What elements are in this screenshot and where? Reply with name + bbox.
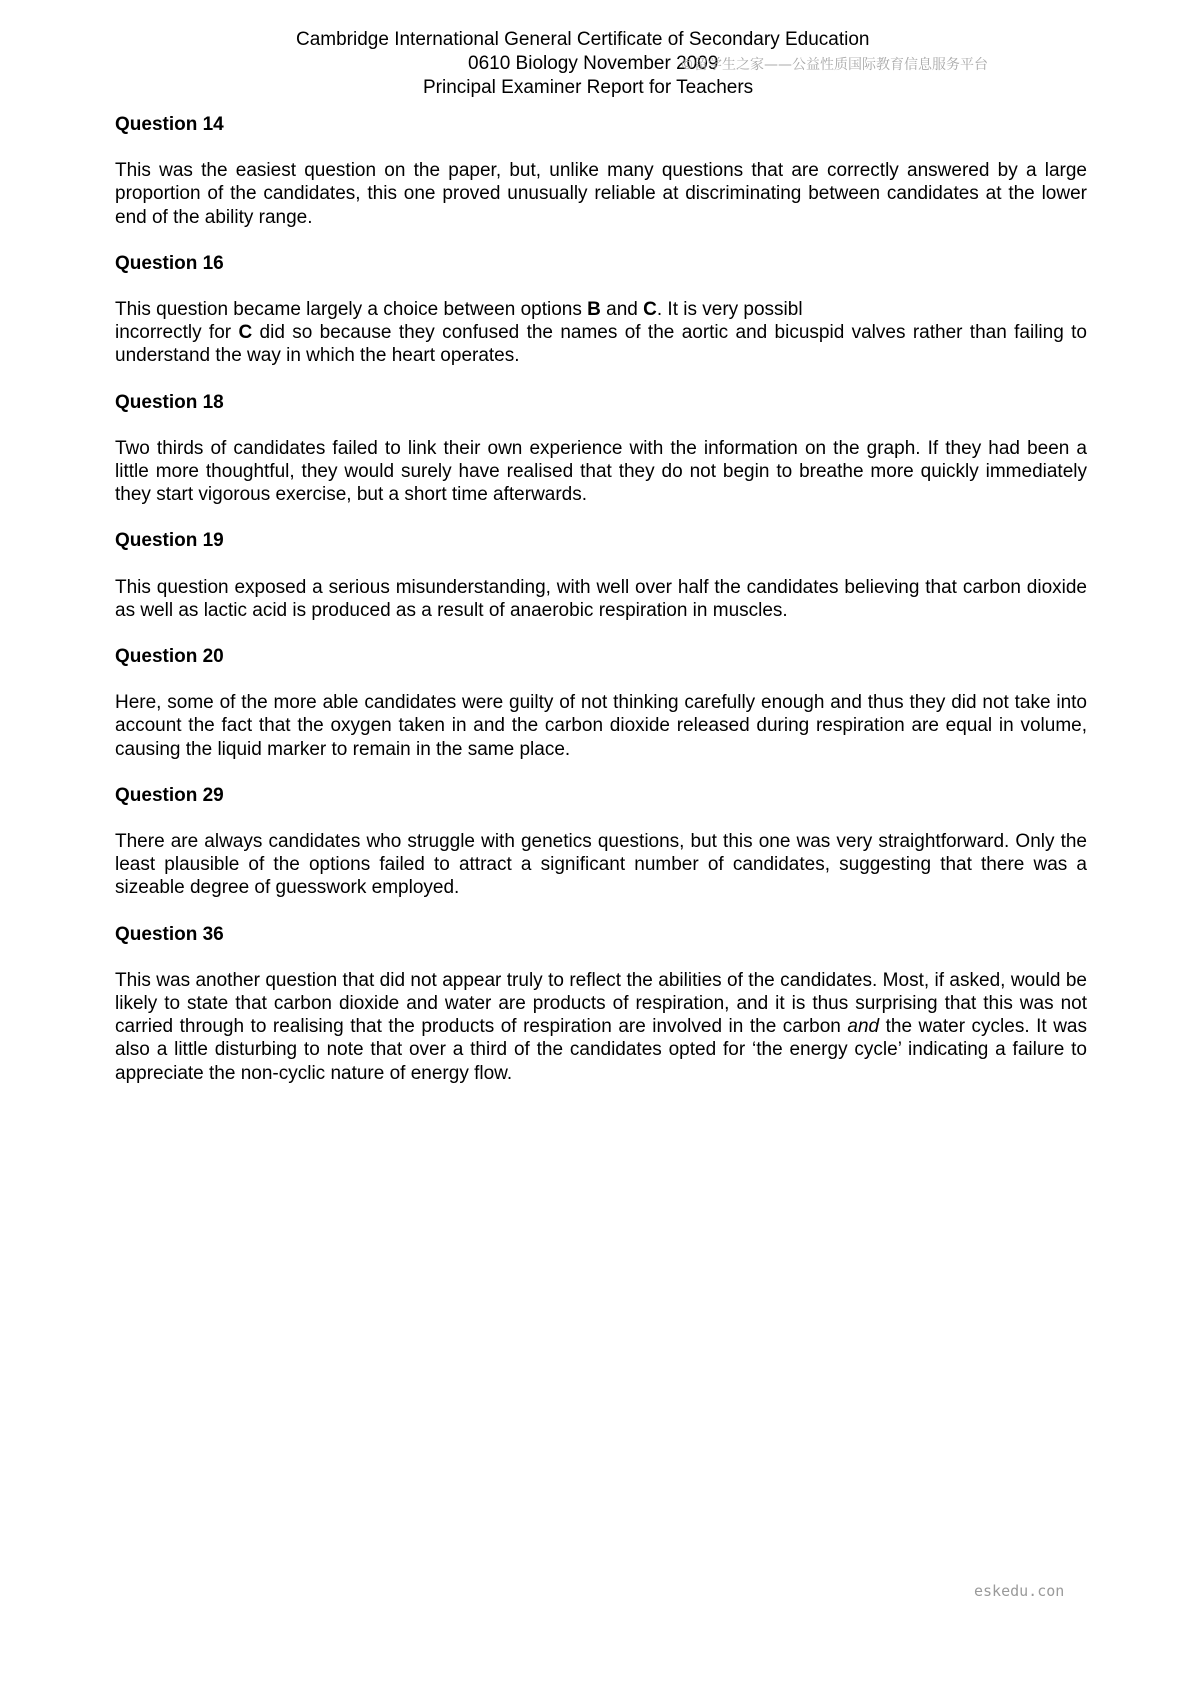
option-label-c: C <box>643 299 657 321</box>
option-label-b: B <box>587 299 601 321</box>
section-paragraph: This question exposed a serious misunderstanding, with well over half the candidates believing that carbon dioxide as well as lactic acid is produced as a result of anaerobic respiration in muscles. <box>115 576 1087 621</box>
section-title: Question 19 <box>115 530 224 552</box>
report-body <box>115 113 1087 1108</box>
section-title: Question 16 <box>115 252 224 274</box>
paragraph-text: did so because they confused the names of the aortic and bicuspid valves rather than failing to understand the way in which the heart operates. <box>115 322 1087 367</box>
header-report-type: Principal Examiner Report for Teachers <box>423 77 754 98</box>
section-title: Question 18 <box>115 391 224 413</box>
section-question-20 <box>115 645 1087 761</box>
section-question-16 <box>115 252 1087 368</box>
section-question-14 <box>115 113 1087 229</box>
paragraph-text: . It is very possibl <box>656 299 803 321</box>
paragraph-text: the water cycles. It was also a little disturbing to note that over a third of the candidates opted for ‘the energy cycle’ indicating a failure to appreciate the non-cyclic nature of energy flow. <box>115 1016 1087 1084</box>
section-paragraph: This was the easiest question on the paper, but, unlike many questions that are correctly answered by a large proportion of the candidates, this one proved unusually reliable at discriminating between candidates at the lower end of the ability range. <box>115 160 1087 228</box>
watermark-text: ©留学生之家——公益性质国际教育信息服务平台 <box>680 57 988 73</box>
section-title: Question 20 <box>115 646 224 668</box>
emphasis-text: and <box>847 1016 880 1038</box>
footer-site-mark: eskedu.con <box>974 1582 1065 1600</box>
section-question-36 <box>115 923 1087 1085</box>
section-paragraph: There are always candidates who struggle with genetics questions, but this one was very straightforward. Only the least plausible of the options failed to attract a significant number of candidates, suggesting that there was a sizeable degree of guesswork employed. <box>115 831 1087 899</box>
option-label-c: C <box>238 322 253 344</box>
section-title: Question 29 <box>115 784 224 806</box>
section-title: Question 14 <box>115 114 224 135</box>
section-paragraph: Here, some of the more able candidates were guilty of not thinking carefully enough and thus they did not take into account the fact that the oxygen taken in and the carbon dioxide released during respiration are equal in volume, causing the liquid marker to remain in the same place. <box>115 692 1087 760</box>
section-paragraph <box>115 298 1087 368</box>
header-subject: 0610 Biology November 2009 <box>468 53 719 74</box>
paragraph-text: and <box>600 299 644 321</box>
paragraph-text: This was another question that did not appear truly to reflect the abilities of the candidates. Most, if asked, would be likely to state that carbon dioxide and water are products of respiration, and it is thus surprising that this was not carried through to realising that the products of respiration are involved in the carbon <box>115 969 1087 1038</box>
section-paragraph <box>115 969 1087 1085</box>
section-question-29 <box>115 784 1087 900</box>
paragraph-text: incorrectly for <box>115 322 239 344</box>
paragraph-text: This question became largely a choice between options <box>115 299 588 321</box>
section-question-19 <box>115 529 1087 622</box>
header-title: Cambridge International General Certificate of Secondary Education <box>296 29 870 50</box>
section-question-18 <box>115 391 1087 507</box>
section-paragraph: Two thirds of candidates failed to link their own experience with the information on the graph. If they had been a little more thoughtful, they would surely have realised that they do not begin to breathe more quickly immediately they start vigorous exercise, but a short time afterwards. <box>115 437 1087 506</box>
section-title: Question 36 <box>115 923 224 945</box>
